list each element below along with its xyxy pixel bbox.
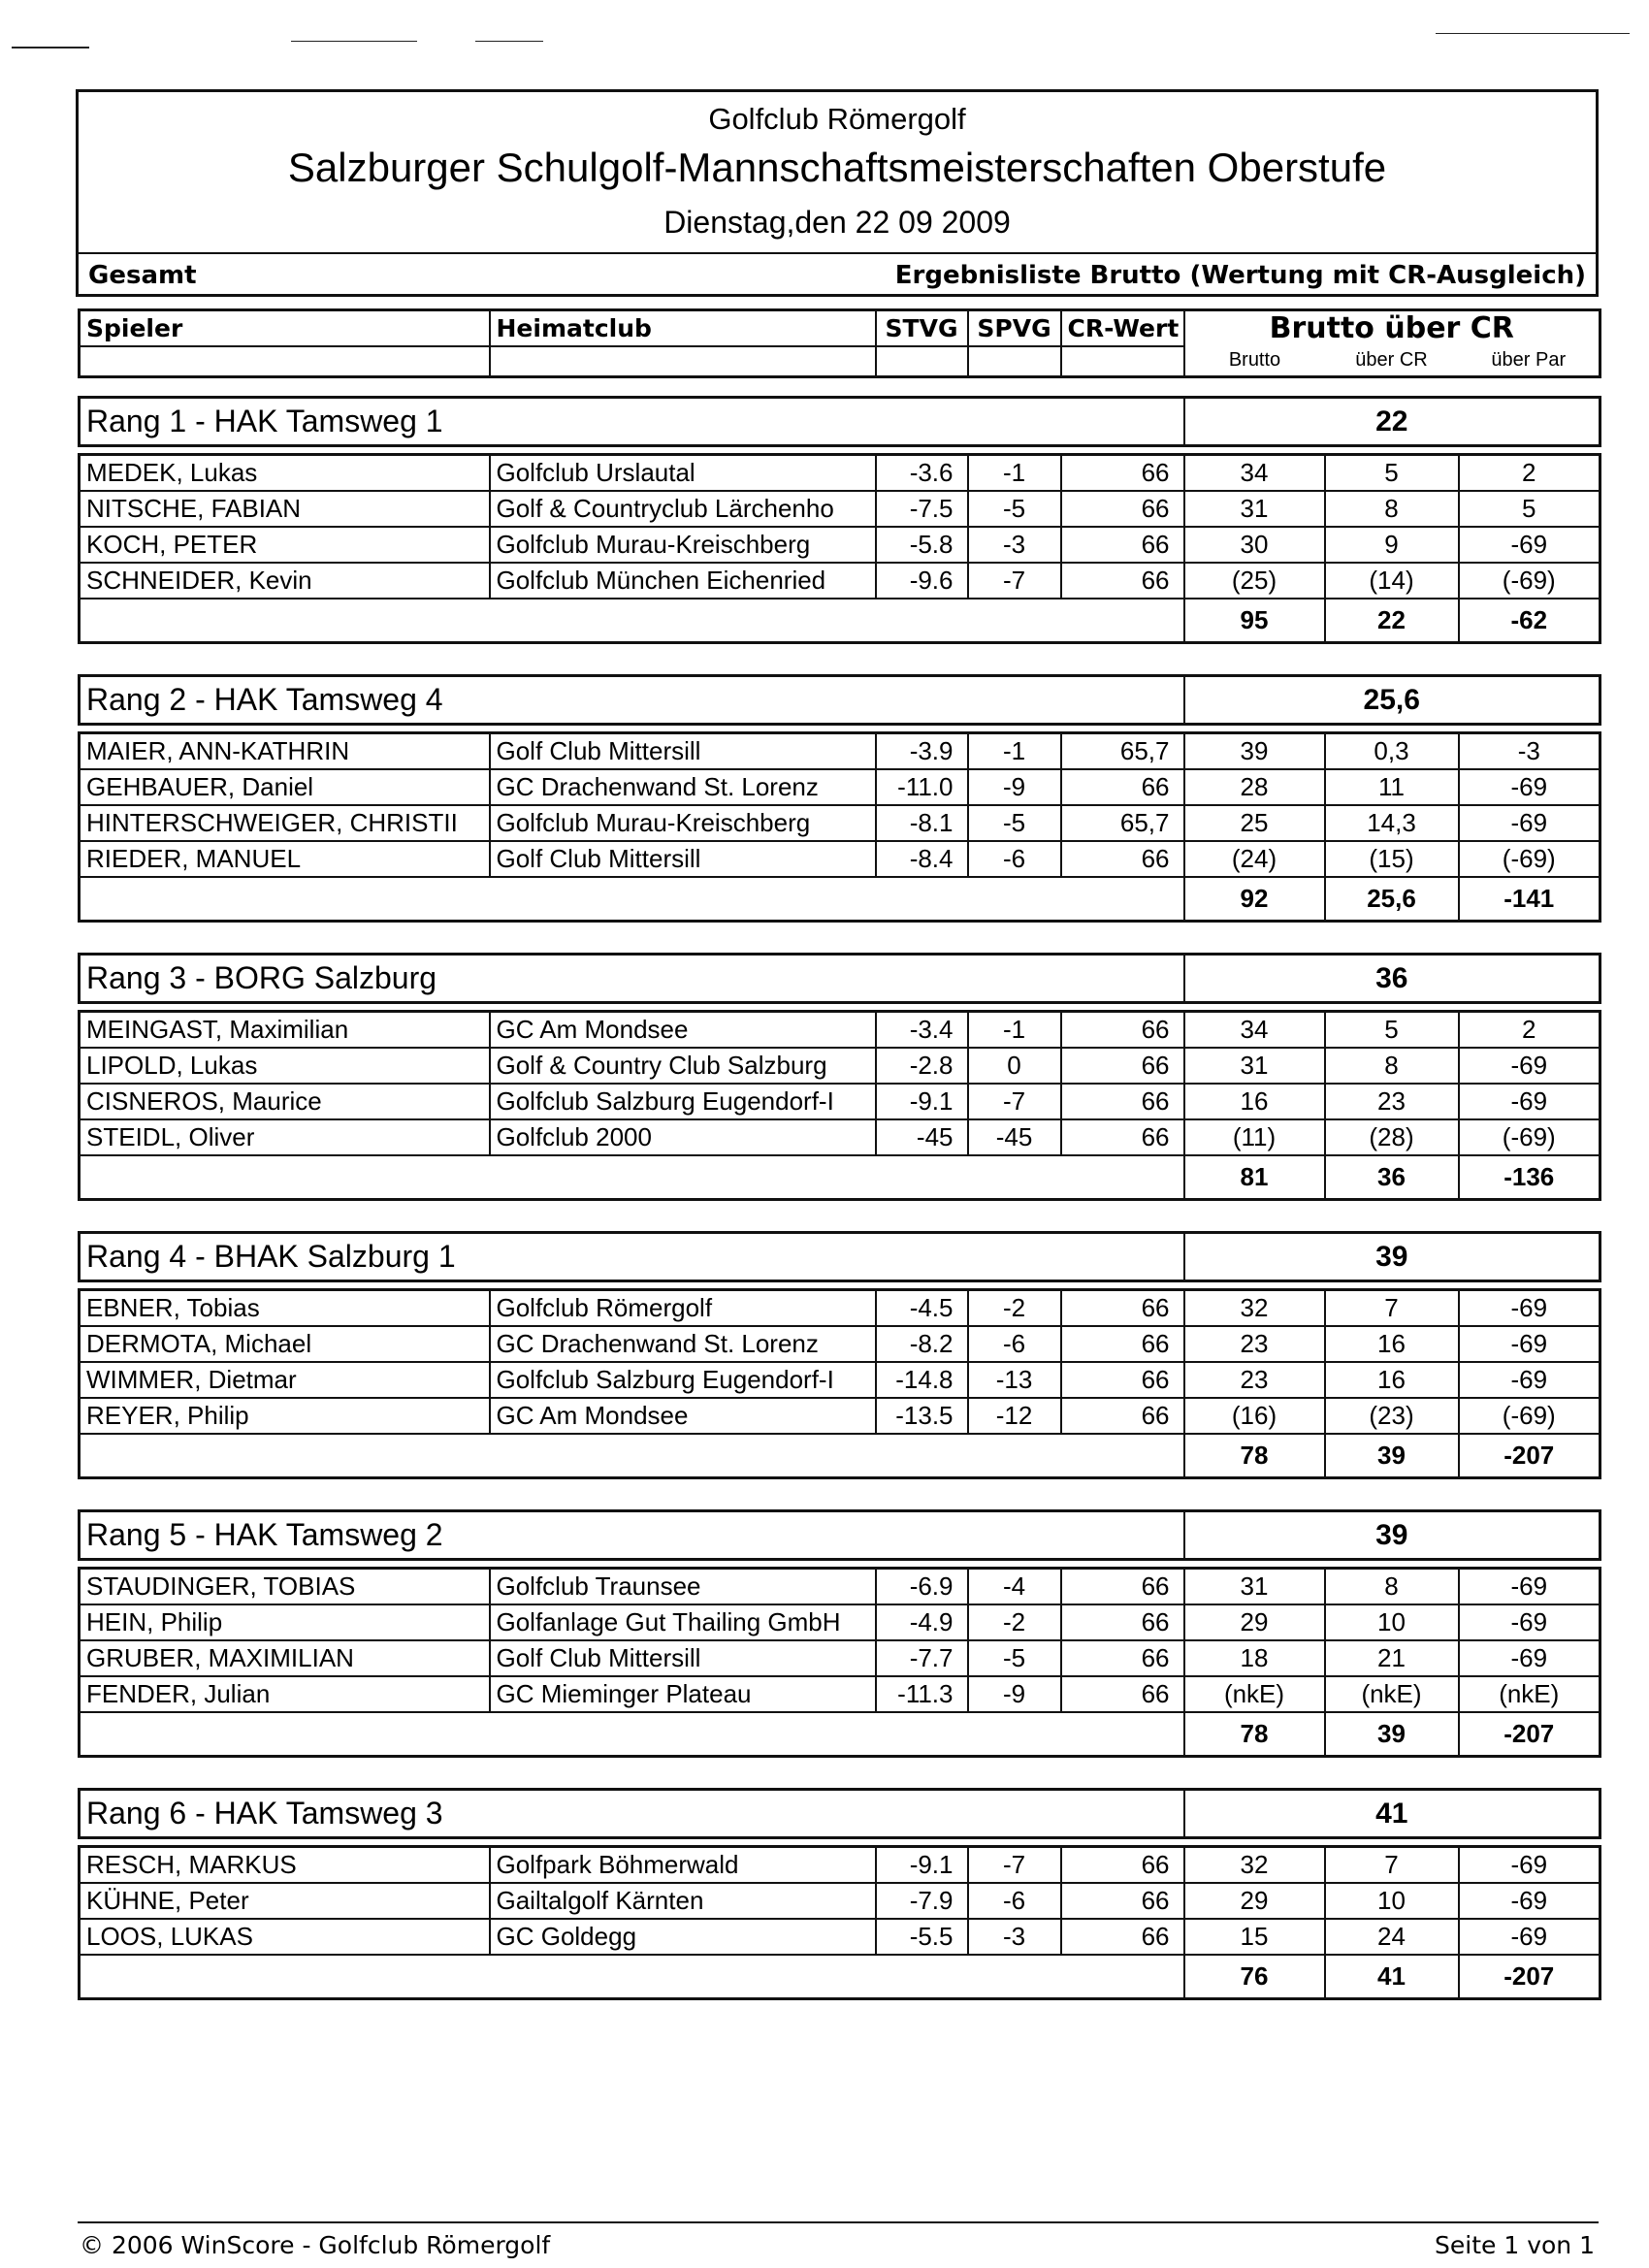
player-name: RIEDER, MANUEL: [80, 841, 490, 877]
player-cr-wert: 66: [1061, 563, 1184, 599]
player-ueber-cr: 14,3: [1325, 805, 1459, 841]
player-ueber-par: -69: [1459, 1847, 1600, 1883]
player-brutto: (25): [1184, 563, 1325, 599]
team-score: 39: [1184, 1511, 1600, 1560]
player-ueber-cr: 8: [1325, 1048, 1459, 1084]
player-cr-wert: 66: [1061, 769, 1184, 805]
player-cr-wert: 66: [1061, 1290, 1184, 1326]
col-spieler-sub: [80, 346, 490, 377]
player-ueber-cr: 5: [1325, 1012, 1459, 1048]
player-cr-wert: 66: [1061, 1362, 1184, 1398]
scan-artifact-line: [12, 47, 89, 49]
player-name: WIMMER, Dietmar: [80, 1362, 490, 1398]
player-club: Golfclub Salzburg Eugendorf-I: [490, 1362, 876, 1398]
player-brutto: 29: [1184, 1604, 1325, 1640]
player-stvg: -45: [876, 1119, 968, 1155]
player-club: GC Drachenwand St. Lorenz: [490, 1326, 876, 1362]
player-cr-wert: 66: [1061, 527, 1184, 563]
scan-artifact-line: [475, 41, 543, 42]
player-spvg: -1: [968, 733, 1061, 769]
col-sub-brutto: Brutto: [1184, 346, 1325, 377]
scope-label: Gesamt: [88, 261, 197, 290]
player-ueber-par: -69: [1459, 1919, 1600, 1955]
player-cr-wert: 66: [1061, 491, 1184, 527]
total-brutto: 81: [1184, 1155, 1325, 1200]
player-club: GC Mieminger Plateau: [490, 1676, 876, 1712]
player-ueber-par: (-69): [1459, 1119, 1600, 1155]
player-stvg: -8.2: [876, 1326, 968, 1362]
player-club: Golfclub Urslautal: [490, 455, 876, 491]
player-stvg: -3.4: [876, 1012, 968, 1048]
player-ueber-cr: 8: [1325, 491, 1459, 527]
player-ueber-par: -69: [1459, 769, 1600, 805]
player-spvg: -6: [968, 1883, 1061, 1919]
player-ueber-par: (-69): [1459, 563, 1600, 599]
player-stvg: -14.8: [876, 1362, 968, 1398]
player-stvg: -5.8: [876, 527, 968, 563]
player-ueber-cr: 8: [1325, 1569, 1459, 1604]
player-spvg: -3: [968, 527, 1061, 563]
player-brutto: 30: [1184, 527, 1325, 563]
team-totals-row: [80, 1155, 1600, 1200]
player-club: Golf & Country Club Salzburg: [490, 1048, 876, 1084]
player-cr-wert: 66: [1061, 1569, 1184, 1604]
team-name: Rang 3 - BORG Salzburg: [80, 955, 1184, 1003]
table-row: [80, 1847, 1600, 1883]
player-club: GC Drachenwand St. Lorenz: [490, 769, 876, 805]
player-spvg: -7: [968, 563, 1061, 599]
footer-divider: [78, 2221, 1599, 2223]
team-totals-row: [80, 877, 1600, 922]
team-header: [78, 1231, 1601, 1282]
table-row: [80, 527, 1600, 563]
player-ueber-cr: 0,3: [1325, 733, 1459, 769]
team-score: 22: [1184, 398, 1600, 446]
player-spvg: -9: [968, 1676, 1061, 1712]
player-name: MEINGAST, Maximilian: [80, 1012, 490, 1048]
player-brutto: 34: [1184, 455, 1325, 491]
total-ueber-par: -207: [1459, 1434, 1600, 1478]
table-row: [80, 1084, 1600, 1119]
player-cr-wert: 66: [1061, 1084, 1184, 1119]
player-ueber-cr: (14): [1325, 563, 1459, 599]
player-name: REYER, Philip: [80, 1398, 490, 1434]
player-club: Golfclub Römergolf: [490, 1290, 876, 1326]
total-brutto: 76: [1184, 1955, 1325, 1999]
player-ueber-cr: 24: [1325, 1919, 1459, 1955]
player-name: DERMOTA, Michael: [80, 1326, 490, 1362]
player-name: STEIDL, Oliver: [80, 1119, 490, 1155]
total-brutto: 78: [1184, 1712, 1325, 1757]
player-ueber-cr: 16: [1325, 1326, 1459, 1362]
col-spvg: SPVG: [968, 310, 1061, 346]
player-spvg: -2: [968, 1604, 1061, 1640]
team-totals-row: [80, 1434, 1600, 1478]
team-totals-row: [80, 1712, 1600, 1757]
table-row: [80, 1362, 1600, 1398]
player-ueber-cr: 10: [1325, 1883, 1459, 1919]
player-brutto: 16: [1184, 1084, 1325, 1119]
player-ueber-par: -69: [1459, 1604, 1600, 1640]
player-name: MEDEK, Lukas: [80, 455, 490, 491]
player-stvg: -11.3: [876, 1676, 968, 1712]
col-stvg: STVG: [876, 310, 968, 346]
player-ueber-par: (-69): [1459, 1398, 1600, 1434]
player-name: EBNER, Tobias: [80, 1290, 490, 1326]
player-spvg: -45: [968, 1119, 1061, 1155]
player-spvg: -7: [968, 1084, 1061, 1119]
table-row: [80, 1883, 1600, 1919]
col-sub-ueber-par: über Par: [1459, 346, 1600, 377]
player-ueber-cr: 7: [1325, 1290, 1459, 1326]
player-brutto: 25: [1184, 805, 1325, 841]
player-cr-wert: 66: [1061, 1847, 1184, 1883]
team-score: 39: [1184, 1233, 1600, 1281]
table-row: [80, 1326, 1600, 1362]
club-name: Golfclub Römergolf: [708, 102, 966, 136]
player-ueber-par: (-69): [1459, 841, 1600, 877]
footer-page-number: Seite 1 von 1: [1435, 2231, 1595, 2259]
player-club: GC Goldegg: [490, 1919, 876, 1955]
player-name: NITSCHE, FABIAN: [80, 491, 490, 527]
team-block: [78, 953, 1599, 1201]
table-row: [80, 1676, 1600, 1712]
table-row: [80, 1119, 1600, 1155]
totals-spacer: [80, 1712, 1184, 1757]
player-cr-wert: 66: [1061, 1119, 1184, 1155]
player-spvg: 0: [968, 1048, 1061, 1084]
player-ueber-cr: (nkE): [1325, 1676, 1459, 1712]
player-club: Golf Club Mittersill: [490, 1640, 876, 1676]
player-ueber-par: -69: [1459, 1084, 1600, 1119]
page-title: Salzburger Schulgolf-Mannschaftsmeisterschaften Oberstufe: [287, 145, 1387, 190]
player-cr-wert: 66: [1061, 1326, 1184, 1362]
player-ueber-par: 2: [1459, 455, 1600, 491]
player-name: SCHNEIDER, Kevin: [80, 563, 490, 599]
player-brutto: 23: [1184, 1362, 1325, 1398]
player-club: Golfclub München Eichenried: [490, 563, 876, 599]
player-brutto: (nkE): [1184, 1676, 1325, 1712]
player-ueber-par: -69: [1459, 1362, 1600, 1398]
table-row: [80, 491, 1600, 527]
total-ueber-par: -141: [1459, 877, 1600, 922]
player-brutto: (16): [1184, 1398, 1325, 1434]
player-club: Golfclub Salzburg Eugendorf-I: [490, 1084, 876, 1119]
player-ueber-cr: 16: [1325, 1362, 1459, 1398]
player-brutto: (24): [1184, 841, 1325, 877]
result-type-label: Ergebnisliste Brutto (Wertung mit CR-Ausgleich): [894, 261, 1586, 290]
col-spvg-sub: [968, 346, 1061, 377]
team-block: [78, 1788, 1599, 2000]
table-row: [80, 733, 1600, 769]
player-ueber-par: -69: [1459, 1640, 1600, 1676]
player-name: STAUDINGER, TOBIAS: [80, 1569, 490, 1604]
player-club: Golfclub Traunsee: [490, 1569, 876, 1604]
player-club: Golfclub Murau-Kreischberg: [490, 805, 876, 841]
total-ueber-par: -207: [1459, 1955, 1600, 1999]
player-brutto: 23: [1184, 1326, 1325, 1362]
player-spvg: -7: [968, 1847, 1061, 1883]
total-brutto: 92: [1184, 877, 1325, 922]
team-header: [78, 1509, 1601, 1561]
col-brutto-ueber-cr: Brutto über CR: [1184, 310, 1600, 346]
player-brutto: 39: [1184, 733, 1325, 769]
player-club: Golf Club Mittersill: [490, 733, 876, 769]
player-ueber-par: -69: [1459, 1569, 1600, 1604]
team-name: Rang 4 - BHAK Salzburg 1: [80, 1233, 1184, 1281]
player-stvg: -13.5: [876, 1398, 968, 1434]
total-ueber-cr: 39: [1325, 1434, 1459, 1478]
player-stvg: -6.9: [876, 1569, 968, 1604]
player-brutto: (11): [1184, 1119, 1325, 1155]
table-row: [80, 1640, 1600, 1676]
player-ueber-par: -69: [1459, 1048, 1600, 1084]
team-name: Rang 5 - HAK Tamsweg 2: [80, 1511, 1184, 1560]
player-spvg: -1: [968, 455, 1061, 491]
player-club: GC Am Mondsee: [490, 1012, 876, 1048]
team-header: [78, 396, 1601, 447]
total-brutto: 95: [1184, 599, 1325, 643]
table-row: [80, 1048, 1600, 1084]
player-club: Golfanlage Gut Thailing GmbH: [490, 1604, 876, 1640]
player-name: KÜHNE, Peter: [80, 1883, 490, 1919]
player-cr-wert: 66: [1061, 1919, 1184, 1955]
team-totals-row: [80, 1955, 1600, 1999]
player-brutto: 29: [1184, 1883, 1325, 1919]
team-header: [78, 674, 1601, 726]
total-ueber-cr: 39: [1325, 1712, 1459, 1757]
col-stvg-sub: [876, 346, 968, 377]
total-ueber-par: -62: [1459, 599, 1600, 643]
player-stvg: -7.7: [876, 1640, 968, 1676]
player-cr-wert: 66: [1061, 1012, 1184, 1048]
player-ueber-par: -69: [1459, 1290, 1600, 1326]
player-stvg: -9.6: [876, 563, 968, 599]
player-name: GRUBER, MAXIMILIAN: [80, 1640, 490, 1676]
totals-spacer: [80, 1955, 1184, 1999]
table-row: [80, 769, 1600, 805]
col-heimatclub-sub: [490, 346, 876, 377]
player-brutto: 18: [1184, 1640, 1325, 1676]
team-name: Rang 1 - HAK Tamsweg 1: [80, 398, 1184, 446]
player-ueber-par: 5: [1459, 491, 1600, 527]
player-brutto: 32: [1184, 1847, 1325, 1883]
player-stvg: -3.9: [876, 733, 968, 769]
player-spvg: -9: [968, 769, 1061, 805]
player-brutto: 28: [1184, 769, 1325, 805]
player-club: GC Am Mondsee: [490, 1398, 876, 1434]
player-ueber-cr: 10: [1325, 1604, 1459, 1640]
table-row: [80, 1604, 1600, 1640]
total-ueber-cr: 41: [1325, 1955, 1459, 1999]
player-stvg: -4.5: [876, 1290, 968, 1326]
table-row: [80, 841, 1600, 877]
player-club: Golfclub 2000: [490, 1119, 876, 1155]
player-brutto: 32: [1184, 1290, 1325, 1326]
team-score: 41: [1184, 1790, 1600, 1838]
total-ueber-cr: 36: [1325, 1155, 1459, 1200]
col-cr-wert: CR-Wert: [1061, 310, 1184, 346]
player-stvg: -5.5: [876, 1919, 968, 1955]
player-cr-wert: 66: [1061, 1883, 1184, 1919]
team-block: [78, 1509, 1599, 1758]
player-ueber-par: -69: [1459, 527, 1600, 563]
player-stvg: -8.1: [876, 805, 968, 841]
team-block: [78, 674, 1599, 923]
totals-spacer: [80, 1155, 1184, 1200]
player-brutto: 31: [1184, 491, 1325, 527]
player-cr-wert: 66: [1061, 1604, 1184, 1640]
team-block: [78, 1231, 1599, 1479]
footer-copyright: © 2006 WinScore - Golfclub Römergolf: [80, 2231, 551, 2259]
player-spvg: -6: [968, 841, 1061, 877]
player-ueber-cr: 11: [1325, 769, 1459, 805]
table-row: [80, 805, 1600, 841]
col-sub-ueber-cr: über CR: [1325, 346, 1459, 377]
player-ueber-par: -69: [1459, 1883, 1600, 1919]
player-stvg: -7.5: [876, 491, 968, 527]
player-stvg: -8.4: [876, 841, 968, 877]
player-ueber-par: -69: [1459, 1326, 1600, 1362]
player-name: HINTERSCHWEIGER, CHRISTII: [80, 805, 490, 841]
col-spieler: Spieler: [80, 310, 490, 346]
player-name: RESCH, MARKUS: [80, 1847, 490, 1883]
team-name: Rang 6 - HAK Tamsweg 3: [80, 1790, 1184, 1838]
table-row: [80, 455, 1600, 491]
total-ueber-par: -207: [1459, 1712, 1600, 1757]
player-spvg: -5: [968, 805, 1061, 841]
player-cr-wert: 66: [1061, 1640, 1184, 1676]
player-name: KOCH, PETER: [80, 527, 490, 563]
player-ueber-cr: 9: [1325, 527, 1459, 563]
player-club: Gailtalgolf Kärnten: [490, 1883, 876, 1919]
player-ueber-cr: (23): [1325, 1398, 1459, 1434]
player-club: Golf Club Mittersill: [490, 841, 876, 877]
table-row: [80, 563, 1600, 599]
player-cr-wert: 66: [1061, 1676, 1184, 1712]
header-divider: [79, 252, 1596, 254]
player-cr-wert: 66: [1061, 1048, 1184, 1084]
table-row: [80, 1290, 1600, 1326]
player-spvg: -12: [968, 1398, 1061, 1434]
player-stvg: -2.8: [876, 1048, 968, 1084]
player-name: FENDER, Julian: [80, 1676, 490, 1712]
table-row: [80, 1398, 1600, 1434]
player-stvg: -9.1: [876, 1847, 968, 1883]
team-score: 36: [1184, 955, 1600, 1003]
player-cr-wert: 65,7: [1061, 805, 1184, 841]
total-ueber-par: -136: [1459, 1155, 1600, 1200]
col-heimatclub: Heimatclub: [490, 310, 876, 346]
player-club: Golf & Countryclub Lärchenho: [490, 491, 876, 527]
player-name: LOOS, LUKAS: [80, 1919, 490, 1955]
scan-artifact-line: [1436, 33, 1630, 34]
player-cr-wert: 66: [1061, 1398, 1184, 1434]
player-club: Golfpark Böhmerwald: [490, 1847, 876, 1883]
player-spvg: -3: [968, 1919, 1061, 1955]
player-ueber-cr: 21: [1325, 1640, 1459, 1676]
player-stvg: -11.0: [876, 769, 968, 805]
player-brutto: 31: [1184, 1048, 1325, 1084]
player-brutto: 15: [1184, 1919, 1325, 1955]
table-row: [80, 1569, 1600, 1604]
team-totals-row: [80, 599, 1600, 643]
team-players-table: [78, 1010, 1601, 1201]
team-block: [78, 396, 1599, 644]
player-ueber-cr: 5: [1325, 455, 1459, 491]
team-players-table: [78, 453, 1601, 644]
team-header: [78, 1788, 1601, 1839]
team-players-table: [78, 731, 1601, 923]
player-ueber-par: 2: [1459, 1012, 1600, 1048]
total-brutto: 78: [1184, 1434, 1325, 1478]
player-name: HEIN, Philip: [80, 1604, 490, 1640]
player-stvg: -3.6: [876, 455, 968, 491]
player-brutto: 31: [1184, 1569, 1325, 1604]
player-cr-wert: 66: [1061, 455, 1184, 491]
col-cr-wert-sub: [1061, 346, 1184, 377]
player-spvg: -13: [968, 1362, 1061, 1398]
player-ueber-cr: 23: [1325, 1084, 1459, 1119]
event-date: Dienstag,den 22 09 2009: [663, 205, 1011, 240]
table-row: [80, 1919, 1600, 1955]
player-name: CISNEROS, Maurice: [80, 1084, 490, 1119]
team-header: [78, 953, 1601, 1004]
player-ueber-par: -3: [1459, 733, 1600, 769]
table-row: [80, 1012, 1600, 1048]
totals-spacer: [80, 599, 1184, 643]
scan-artifact-line: [291, 41, 417, 42]
player-ueber-par: (nkE): [1459, 1676, 1600, 1712]
player-name: MAIER, ANN-KATHRIN: [80, 733, 490, 769]
total-ueber-cr: 25,6: [1325, 877, 1459, 922]
player-ueber-par: -69: [1459, 805, 1600, 841]
player-name: GEHBAUER, Daniel: [80, 769, 490, 805]
team-score: 25,6: [1184, 676, 1600, 725]
player-spvg: -1: [968, 1012, 1061, 1048]
player-cr-wert: 65,7: [1061, 733, 1184, 769]
player-ueber-cr: 7: [1325, 1847, 1459, 1883]
team-name: Rang 2 - HAK Tamsweg 4: [80, 676, 1184, 725]
player-spvg: -5: [968, 1640, 1061, 1676]
document-header: [76, 89, 1599, 297]
player-spvg: -4: [968, 1569, 1061, 1604]
totals-spacer: [80, 877, 1184, 922]
player-stvg: -4.9: [876, 1604, 968, 1640]
column-header: [78, 308, 1601, 378]
player-club: Golfclub Murau-Kreischberg: [490, 527, 876, 563]
player-ueber-cr: (15): [1325, 841, 1459, 877]
player-ueber-cr: (28): [1325, 1119, 1459, 1155]
player-stvg: -7.9: [876, 1883, 968, 1919]
player-cr-wert: 66: [1061, 841, 1184, 877]
player-name: LIPOLD, Lukas: [80, 1048, 490, 1084]
totals-spacer: [80, 1434, 1184, 1478]
player-spvg: -6: [968, 1326, 1061, 1362]
player-spvg: -2: [968, 1290, 1061, 1326]
player-stvg: -9.1: [876, 1084, 968, 1119]
team-players-table: [78, 1288, 1601, 1479]
player-brutto: 34: [1184, 1012, 1325, 1048]
team-players-table: [78, 1567, 1601, 1758]
total-ueber-cr: 22: [1325, 599, 1459, 643]
player-spvg: -5: [968, 491, 1061, 527]
team-players-table: [78, 1845, 1601, 2000]
